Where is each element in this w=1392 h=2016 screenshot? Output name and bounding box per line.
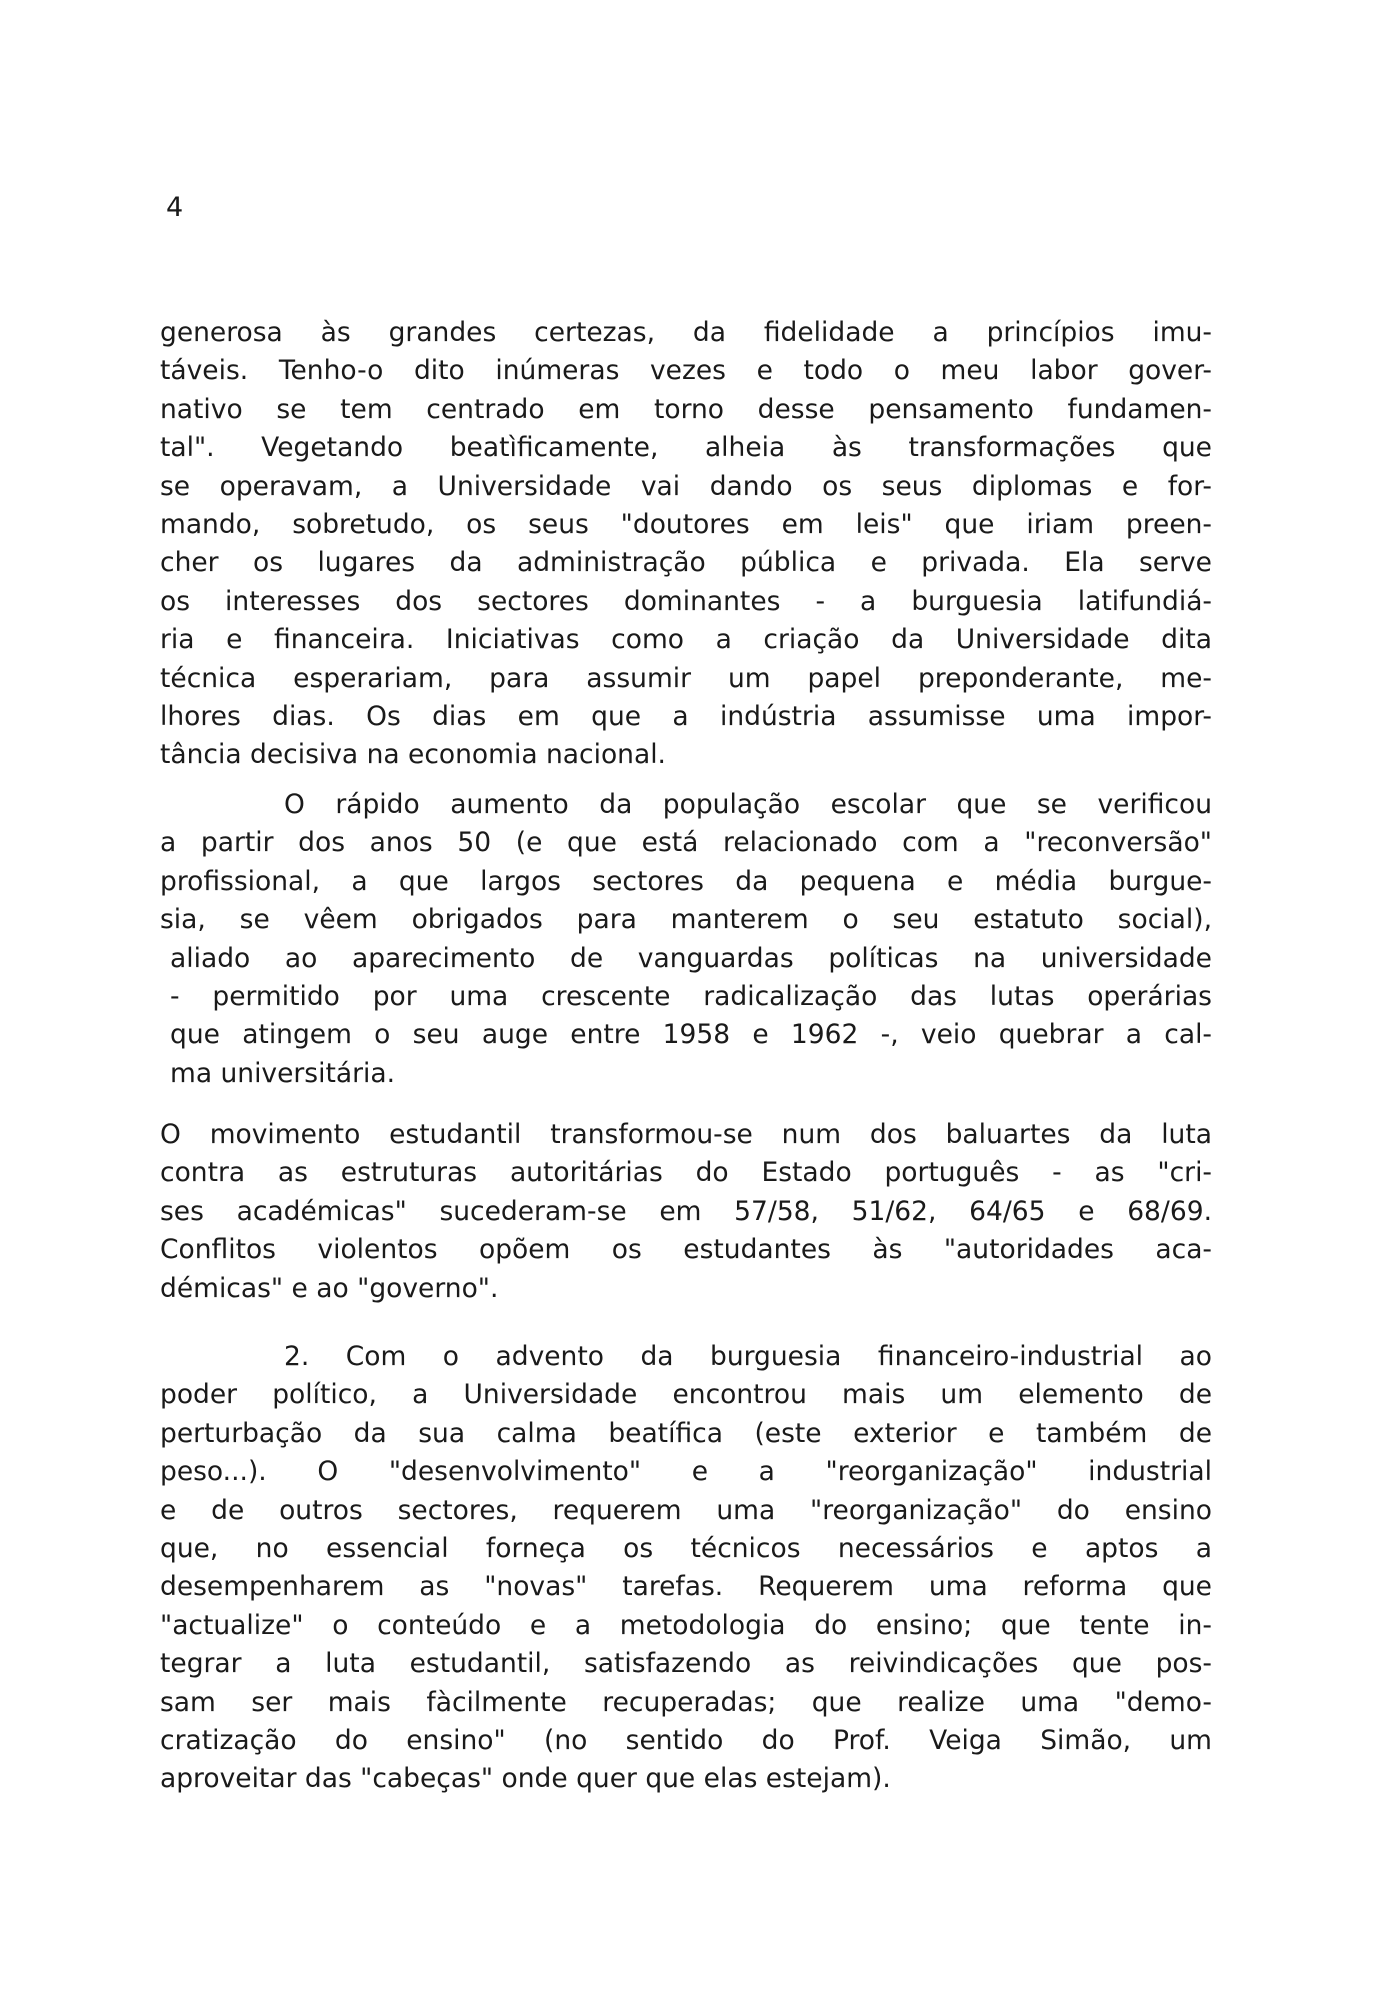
text-line: O rápido aumento da população escolar que se verificou: [284, 789, 1212, 820]
text-line: e de outros sectores, requerem uma "reorganização" do ensino: [160, 1494, 1212, 1526]
text-line: ria e financeira. Iniciativas como a criação da Universidade dita: [160, 624, 1212, 656]
text-line: que, no essencial forneça os técnicos necessários e aptos a: [160, 1532, 1212, 1564]
page-number: 4: [166, 192, 185, 223]
text-line: a partir dos anos 50 (e que está relacionado com a "reconversão": [160, 827, 1212, 859]
text-line: O movimento estudantil transformou-se num dos baluartes da luta: [160, 1119, 1212, 1150]
text-line: se operavam, a Universidade vai dando os seus diplomas e for-: [160, 470, 1212, 502]
paragraph-4: [160, 1338, 1212, 1799]
text-line: contra as estruturas autoritárias do Estado português - as "cri-: [160, 1157, 1212, 1189]
text-line: cher os lugares da administração pública e privada. Ela serve: [160, 547, 1212, 579]
paragraph-3: [160, 1116, 1212, 1308]
text-line: lhores dias. Os dias em que a indústria assumisse uma impor-: [160, 700, 1212, 732]
text-line: - permitido por uma crescente radicalização das lutas operárias: [170, 980, 1212, 1012]
text-line: os interesses dos sectores dominantes - a burguesia latifundiá-: [160, 585, 1212, 617]
text-line: cratização do ensino" (no sentido do Prof. Veiga Simão, um: [160, 1724, 1212, 1756]
text-line: desempenharem as "novas" tarefas. Requerem uma reforma que: [160, 1571, 1212, 1603]
text-line: "actualize" o conteúdo e a metodologia do ensino; que tente in-: [160, 1609, 1212, 1641]
text-line: aproveitar das "cabeças" onde quer que elas estejam).: [160, 1763, 891, 1795]
text-line: técnica esperariam, para assumir um papel preponderante, me-: [160, 662, 1212, 694]
text-line: táveis. Tenho-o dito inúmeras vezes e todo o meu labor gover-: [160, 355, 1212, 387]
text-line: ma universitária.: [170, 1057, 396, 1089]
text-line: sam ser mais fàcilmente recuperadas; que realize uma "demo-: [160, 1686, 1212, 1718]
text-line: Conflitos violentos opõem os estudantes às "autoridades aca-: [160, 1234, 1212, 1266]
text-line: mando, sobretudo, os seus "doutores em leis" que iriam preen-: [160, 508, 1212, 540]
text-line: ses académicas" sucederam-se em 57/58, 51/62, 64/65 e 68/69.: [160, 1195, 1212, 1227]
text-line: démicas" e ao "governo".: [160, 1272, 499, 1304]
text-line: perturbação da sua calma beatífica (este exterior e também de: [160, 1417, 1212, 1449]
text-line: poder político, a Universidade encontrou mais um elemento de: [160, 1379, 1212, 1411]
text-line: tância decisiva na economia nacional.: [160, 739, 666, 771]
text-line: aliado ao aparecimento de vanguardas políticas na universidade: [170, 942, 1212, 974]
text-line: nativo se tem centrado em torno desse pensamento fundamen-: [160, 393, 1212, 425]
text-line: profissional, a que largos sectores da pequena e média burgue-: [160, 865, 1212, 897]
text-line: tegrar a luta estudantil, satisfazendo as reivindicações que pos-: [160, 1648, 1212, 1680]
paragraph-2: [160, 786, 1212, 1093]
text-line: peso...). O "desenvolvimento" e a "reorganização" industrial: [160, 1456, 1212, 1488]
text-line: generosa às grandes certezas, da fidelidade a princípios imu-: [160, 317, 1212, 348]
text-line: sia, se vêem obrigados para manterem o seu estatuto social),: [160, 904, 1212, 936]
text-line: 2. Com o advento da burguesia financeiro-industrial ao: [284, 1341, 1212, 1372]
text-line: que atingem o seu auge entre 1958 e 1962 -, veio quebrar a cal-: [170, 1019, 1212, 1051]
paragraph-1: [160, 314, 1212, 775]
text-line: tal". Vegetando beatìficamente, alheia às transformações que: [160, 432, 1212, 464]
